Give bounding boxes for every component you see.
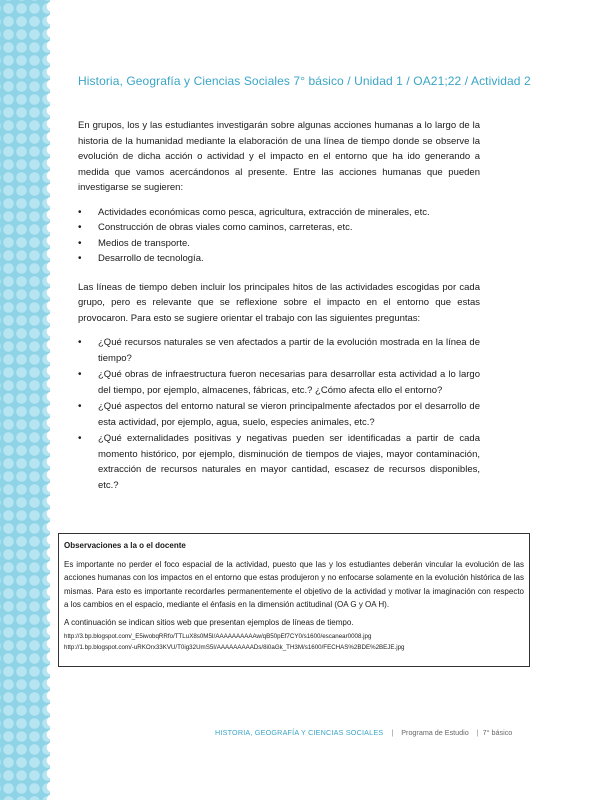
links-intro: A continuación se indican sitios web que presentan ejemplos de líneas de tiempo. <box>64 617 354 627</box>
questions-list <box>78 335 480 493</box>
list-item: • Actividades económicas como pesca, agricultura, extracción de minerales, etc. <box>98 205 480 221</box>
footer-grade: 7° básico <box>482 728 513 737</box>
footer-subject: HISTORIA, GEOGRAFÍA Y CIENCIAS SOCIALES <box>215 728 384 737</box>
footer-separator: | <box>476 728 479 737</box>
example-link[interactable]: http://3.bp.blogspot.com/_E5iwobqRRfo/TTLuX8s0M5I/AAAAAAAAAAw/qB50pEf7CY0/s1600/escanear0008.jpg <box>64 632 372 640</box>
list-item: • Desarrollo de tecnología. <box>98 251 480 267</box>
guide-paragraph: Las líneas de tiempo deben incluir los principales hitos de las actividades escogidas por cada grupo, pero es relevante que se reflexione sobre el impacto en el entorno que estas provocaron. Para esto se sugiere orientar el trabajo con las siguientes preguntas: <box>78 281 480 324</box>
observations-title: Observaciones a la o el docente <box>64 541 186 550</box>
page-footer <box>215 728 585 737</box>
teacher-observations-box <box>58 533 530 667</box>
list-item: • ¿Qué aspectos del entorno natural se vieron principalmente afectados por el desarrollo de esta actividad, por ejemplo, agua, suelo, especies animales, etc.? <box>98 399 480 430</box>
actions-list <box>78 205 480 267</box>
list-item: • Construcción de obras viales como caminos, carreteras, etc. <box>98 220 480 236</box>
page-header: Historia, Geografía y Ciencias Sociales 7° básico / Unidad 1 / OA21;22 / Actividad 2 <box>78 74 531 88</box>
footer-program: Programa de Estudio <box>401 728 469 737</box>
decorative-strip-edge <box>42 0 52 800</box>
list-item: • ¿Qué recursos naturales se ven afectados a partir de la evolución mostrada en la línea de tiempo? <box>98 335 480 366</box>
observations-paragraph: Es importante no perder el foco espacial de la actividad, puesto que las y los estudiantes deberán vincular la evolución de las acciones humanas con los impactos en el entorno que estas produjeron y no enfocarse solamente en la evolución histórica de las mismas. Para esto es importante recordarles permanentemente el objetivo de la actividad y motivar la imaginación con respecto a los cambios en el espacio, mediante el énfasis en la dimensión actitudinal (OA G y OA H). <box>64 559 524 610</box>
list-item: • ¿Qué obras de infraestructura fueron necesarias para desarrollar esta actividad a lo largo del tiempo, por ejemplo, almacenes, fábricas, etc.? ¿Cómo afecta ello el entorno? <box>98 367 480 398</box>
footer-separator: | <box>391 728 394 737</box>
intro-paragraph: En grupos, los y las estudiantes investigarán sobre algunas acciones humanas a lo largo de la historia de la humanidad mediante la elaboración de una línea de tiempo donde se observe la evolución de dicha acción o actividad y el impacto en el entorno que ha ido generando a medida que vamos acercándonos al presente. Entre las acciones humanas que pueden investigarse se sugieren: <box>78 120 480 193</box>
list-item: • Medios de transporte. <box>98 236 480 252</box>
list-item: • ¿Qué externalidades positivas y negativas pueden ser identificadas a partir de cada momento histórico, por ejemplo, disminución de tiempos de viajes, mayor contaminación, extracción de recursos naturales en mayor cantidad, escasez de recursos disponibles, etc.? <box>98 431 480 493</box>
example-link[interactable]: http://1.bp.blogspot.com/-uRKOrx33KVU/T0ig32UmS5I/AAAAAAAAADs/8i0aGk_TH3M/s1600/FECHAS%2BDE%2BEJE.jpg <box>64 644 405 652</box>
main-content <box>78 118 480 506</box>
